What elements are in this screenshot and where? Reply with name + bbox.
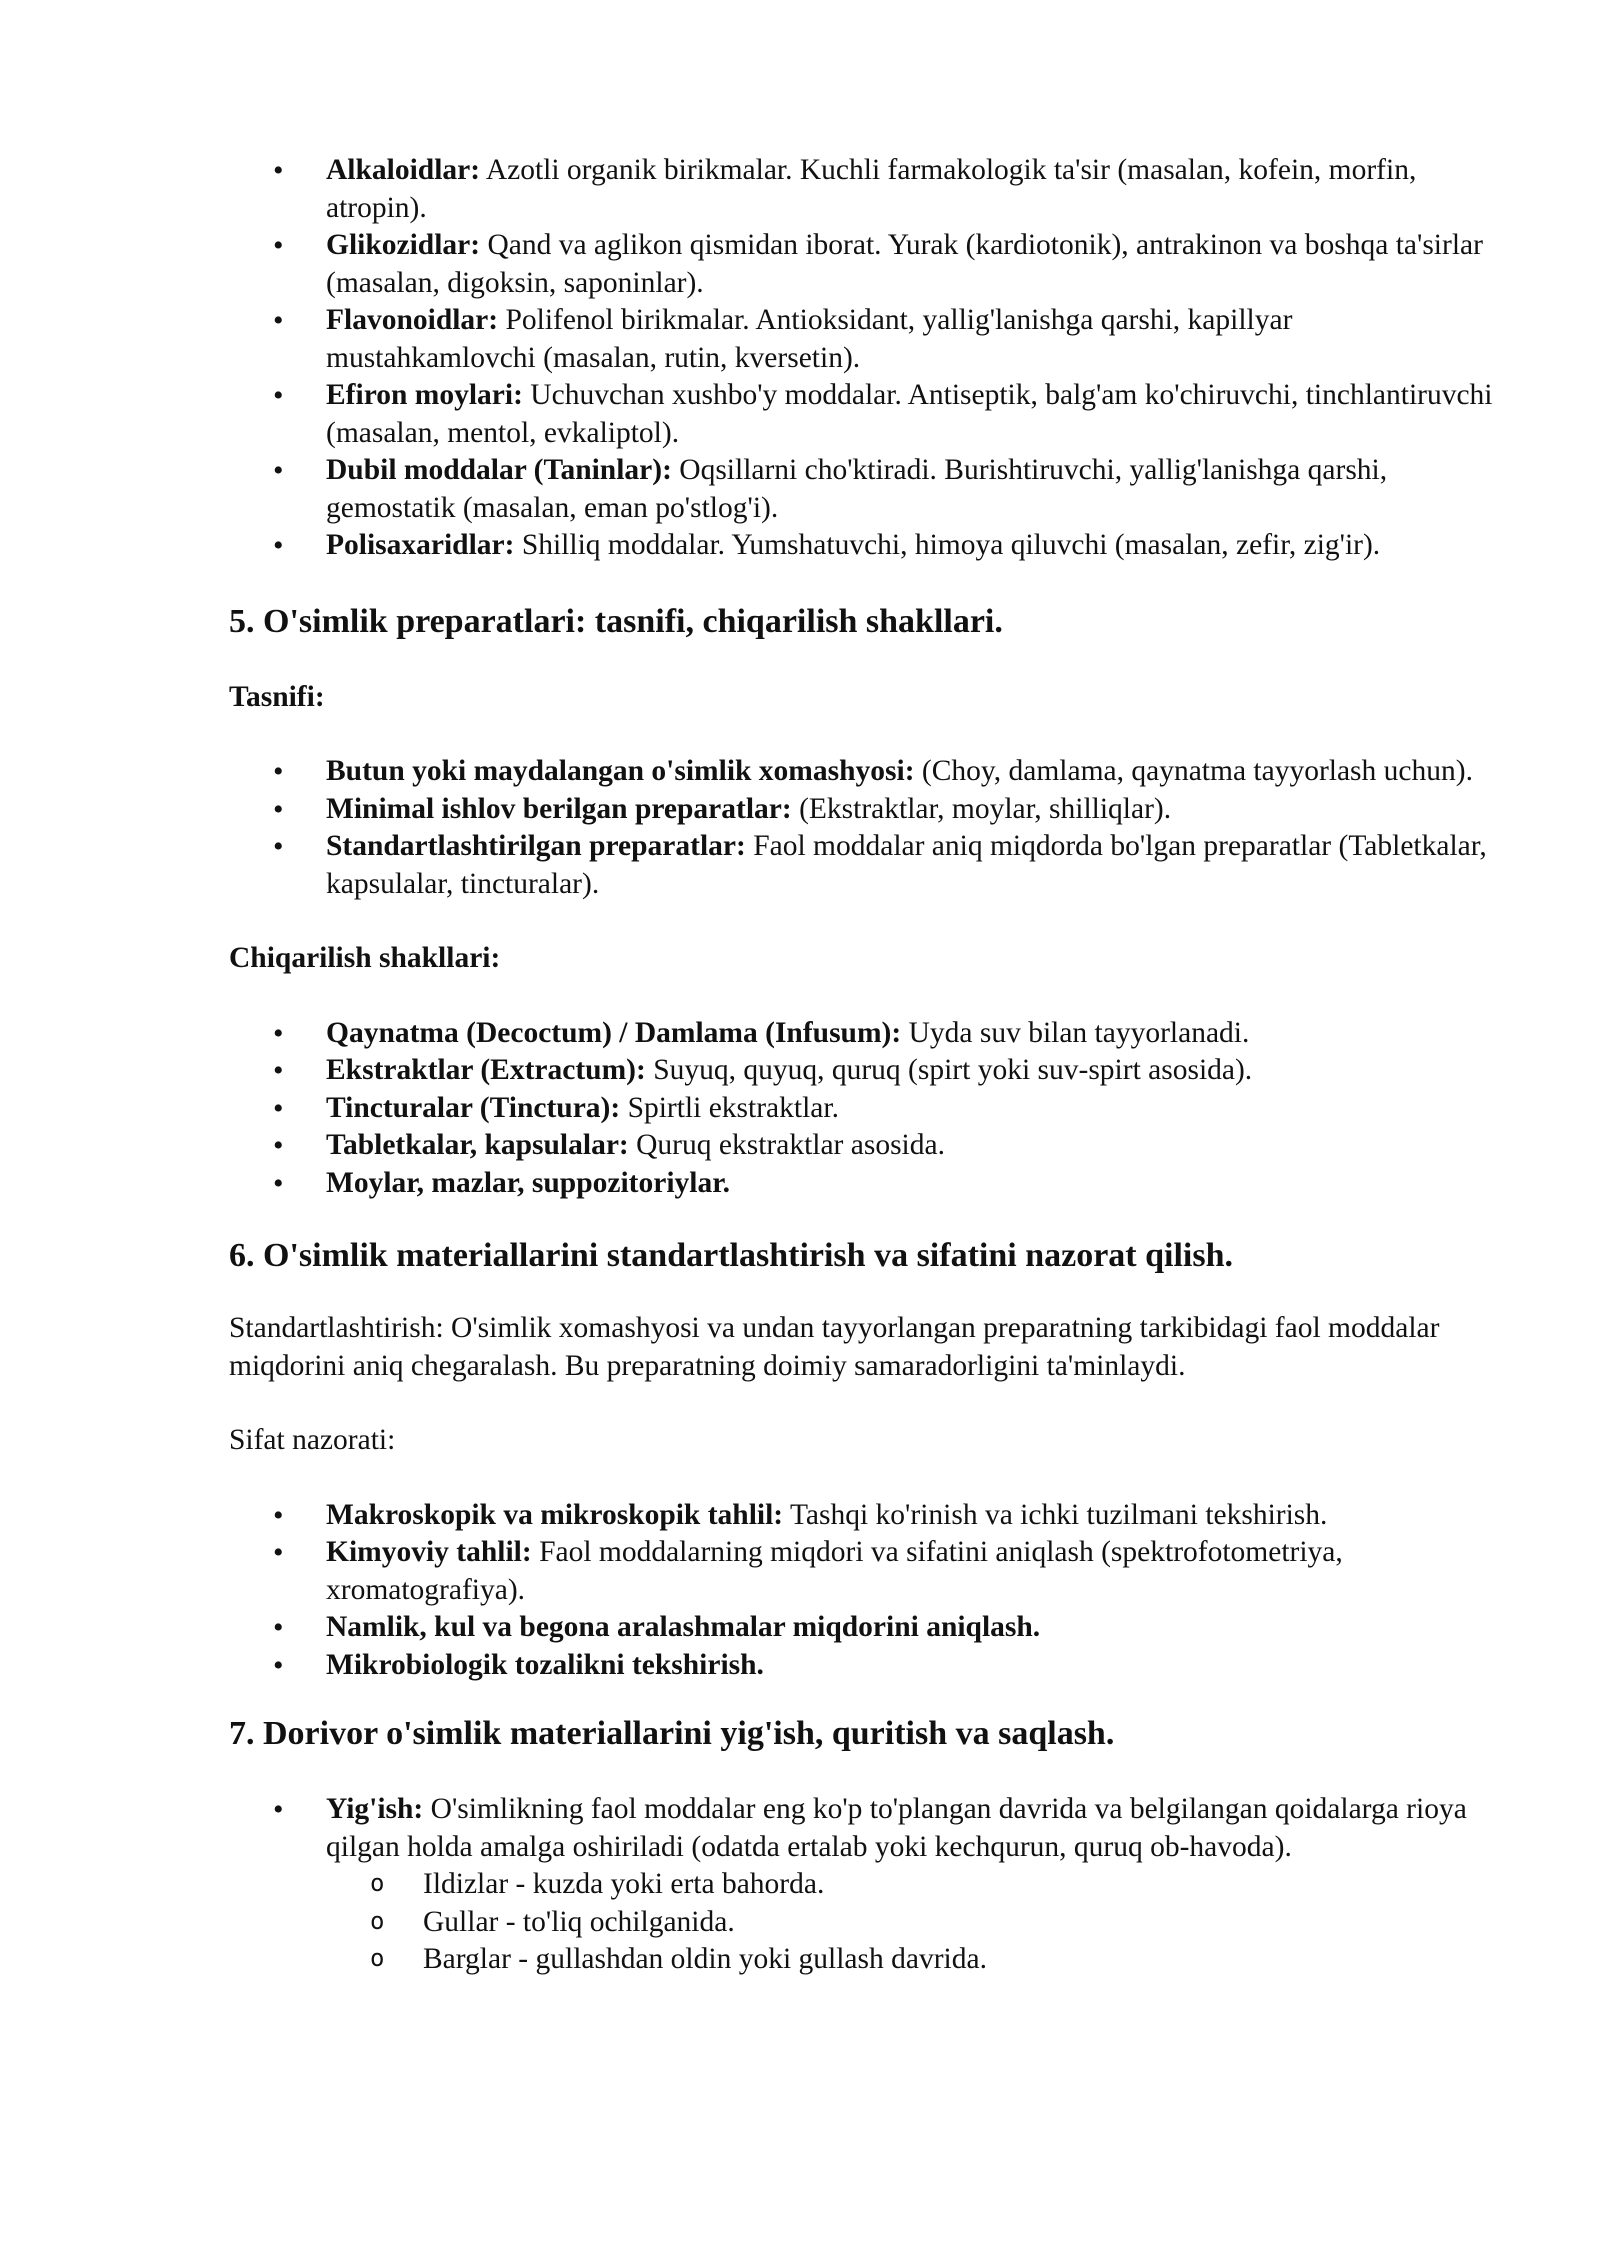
- section-7-heading: 7. Dorivor o'simlik materiallarini yig'ish, quritish va saqlash.: [229, 1715, 1115, 1752]
- item-label: Moylar, mazlar, suppozitoriylar.: [326, 1166, 730, 1199]
- tasnifi-list: [229, 753, 1494, 903]
- item-text: Uchuvchan xushbo'y moddalar. Antiseptik, balg'am ko'chiruvchi, tinchlantiruvchi (masalan, mentol, evkaliptol).: [326, 379, 1493, 449]
- item-label: Ekstraktlar (Extractum):: [326, 1054, 646, 1086]
- yigish-list: [229, 1791, 1494, 1979]
- item-text: O'simlikning faol moddalar eng ko'p to'plangan davrida va belgilangan qoidalarga rioya qilgan holda amalga oshiriladi (odatda ertalab yoki kechqurun, quruq ob-havoda).: [326, 1793, 1467, 1863]
- item-text: Polifenol birikmalar. Antioksidant, yallig'lanishga qarshi, kapillyar mustahkamlovchi (masalan, rutin, kversetin).: [326, 304, 1293, 374]
- shakllari-subheading: Chiqarilish shakllari:: [229, 942, 501, 974]
- item-text: (Ekstraktlar, moylar, shilliqlar).: [791, 792, 1172, 825]
- item-text: Shilliq moddalar. Yumshatuvchi, himoya qiluvchi (masalan, zefir, zig'ir).: [514, 529, 1381, 561]
- list-item: [326, 1791, 1494, 1979]
- item-label: Makroskopik va mikroskopik tahlil:: [326, 1498, 784, 1531]
- list-item: [326, 152, 1494, 227]
- item-text: Faol moddalarning miqdori va sifatini aniqlash (spektrofotometriya, xromatografiya).: [326, 1536, 1343, 1606]
- sifat-list: [229, 1497, 1494, 1685]
- item-label: Kimyoviy tahlil:: [326, 1536, 532, 1568]
- item-label: Glikozidlar:: [326, 229, 481, 261]
- item-text: Oqsillarni cho'ktiradi. Burishtiruvchi, yallig'lanishga qarshi, gemostatik (masalan, eman po'stlog'i).: [326, 454, 1388, 524]
- sub-list-item: o Ildizlar - kuzda yoki erta bahorda.: [423, 1866, 1494, 1904]
- item-text: Uyda suv bilan tayyorlanadi.: [901, 1016, 1250, 1049]
- tasnifi-subheading: Tasnifi:: [229, 680, 325, 713]
- section-5-heading: 5. O'simlik preparatlari: tasnifi, chiqarilish shakllari.: [229, 602, 1003, 640]
- list-item: [326, 1647, 1494, 1685]
- sub-list-item: o Gullar - to'liq ochilganida.: [423, 1904, 1494, 1942]
- item-label: Polisaxaridlar:: [326, 529, 515, 561]
- list-item: [326, 452, 1494, 527]
- standartlashtirish-paragraph: Standartlashtirish: O'simlik xomashyosi va undan tayyorlangan preparatning tarkibidagi faol moddalar miqdorini aniq chegaralash. Bu preparatning doimiy samaradorligini ta'minlaydi.: [229, 1312, 1440, 1382]
- list-item: [326, 1090, 1494, 1128]
- item-label: Efiron moylari:: [326, 379, 523, 411]
- list-item: [326, 527, 1494, 565]
- sub-list-item: o Barglar - gullashdan oldin yoki gullash davrida.: [423, 1941, 1494, 1979]
- item-label: Flavonoidlar:: [326, 304, 499, 336]
- list-item: [326, 1052, 1494, 1090]
- list-item: [326, 1534, 1494, 1609]
- list-item: [326, 1127, 1494, 1165]
- item-text: (Choy, damlama, qaynatma tayyorlash uchun).: [914, 755, 1473, 787]
- list-item: [326, 1609, 1494, 1647]
- list-item: [326, 377, 1494, 452]
- item-label: Namlik, kul va begona aralashmalar miqdorini aniqlash.: [326, 1611, 1041, 1643]
- list-item: [326, 791, 1494, 829]
- shakllari-list: [229, 1015, 1494, 1203]
- list-item: [326, 1497, 1494, 1535]
- item-text: Tashqi ko'rinish va ichki tuzilmani tekshirish.: [783, 1498, 1328, 1531]
- item-text: Suyuq, quyuq, quruq (spirt yoki suv-spirt asosida).: [645, 1054, 1253, 1086]
- compounds-list: [229, 152, 1494, 565]
- yigish-sublist: [326, 1866, 1494, 1979]
- item-label: Yig'ish:: [326, 1793, 424, 1825]
- document-content: [229, 152, 1494, 1979]
- item-text: Quruq ekstraktlar asosida.: [628, 1129, 945, 1161]
- sifat-nazorati-label: Sifat nazorati:: [229, 1424, 396, 1456]
- item-text: Faol moddalar aniq miqdorda bo'lgan preparatlar (Tabletkalar, kapsulalar, tincturalar).: [326, 830, 1487, 900]
- item-label: Tincturalar (Tinctura):: [326, 1091, 621, 1124]
- list-item: [326, 753, 1494, 791]
- list-item: [326, 1165, 1494, 1203]
- section-6-heading: 6. O'simlik materiallarini standartlashtirish va sifatini nazorat qilish.: [229, 1237, 1233, 1274]
- item-label: Dubil moddalar (Taninlar):: [326, 454, 672, 486]
- item-label: Tabletkalar, kapsulalar:: [326, 1129, 629, 1161]
- item-label: Mikrobiologik tozalikni tekshirish.: [326, 1648, 764, 1681]
- item-label: Butun yoki maydalangan o'simlik xomashyosi:: [326, 755, 915, 787]
- item-label: Minimal ishlov berilgan preparatlar:: [326, 792, 792, 825]
- list-item: [326, 302, 1494, 377]
- list-item: [326, 828, 1494, 903]
- item-text: Azotli organik birikmalar. Kuchli farmakologik ta'sir (masalan, kofein, morfin, atropin).: [326, 154, 1417, 224]
- item-label: Standartlashtirilgan preparatlar:: [326, 830, 746, 862]
- list-item: [326, 227, 1494, 302]
- item-label: Qaynatma (Decoctum) / Damlama (Infusum):: [326, 1016, 902, 1049]
- item-text: Qand va aglikon qismidan iborat. Yurak (kardiotonik), antrakinon va boshqa ta'sirlar (masalan, digoksin, saponinlar).: [326, 229, 1483, 299]
- item-text: Spirtli ekstraktlar.: [620, 1091, 839, 1124]
- item-label: Alkaloidlar:: [326, 154, 481, 186]
- list-item: [326, 1015, 1494, 1053]
